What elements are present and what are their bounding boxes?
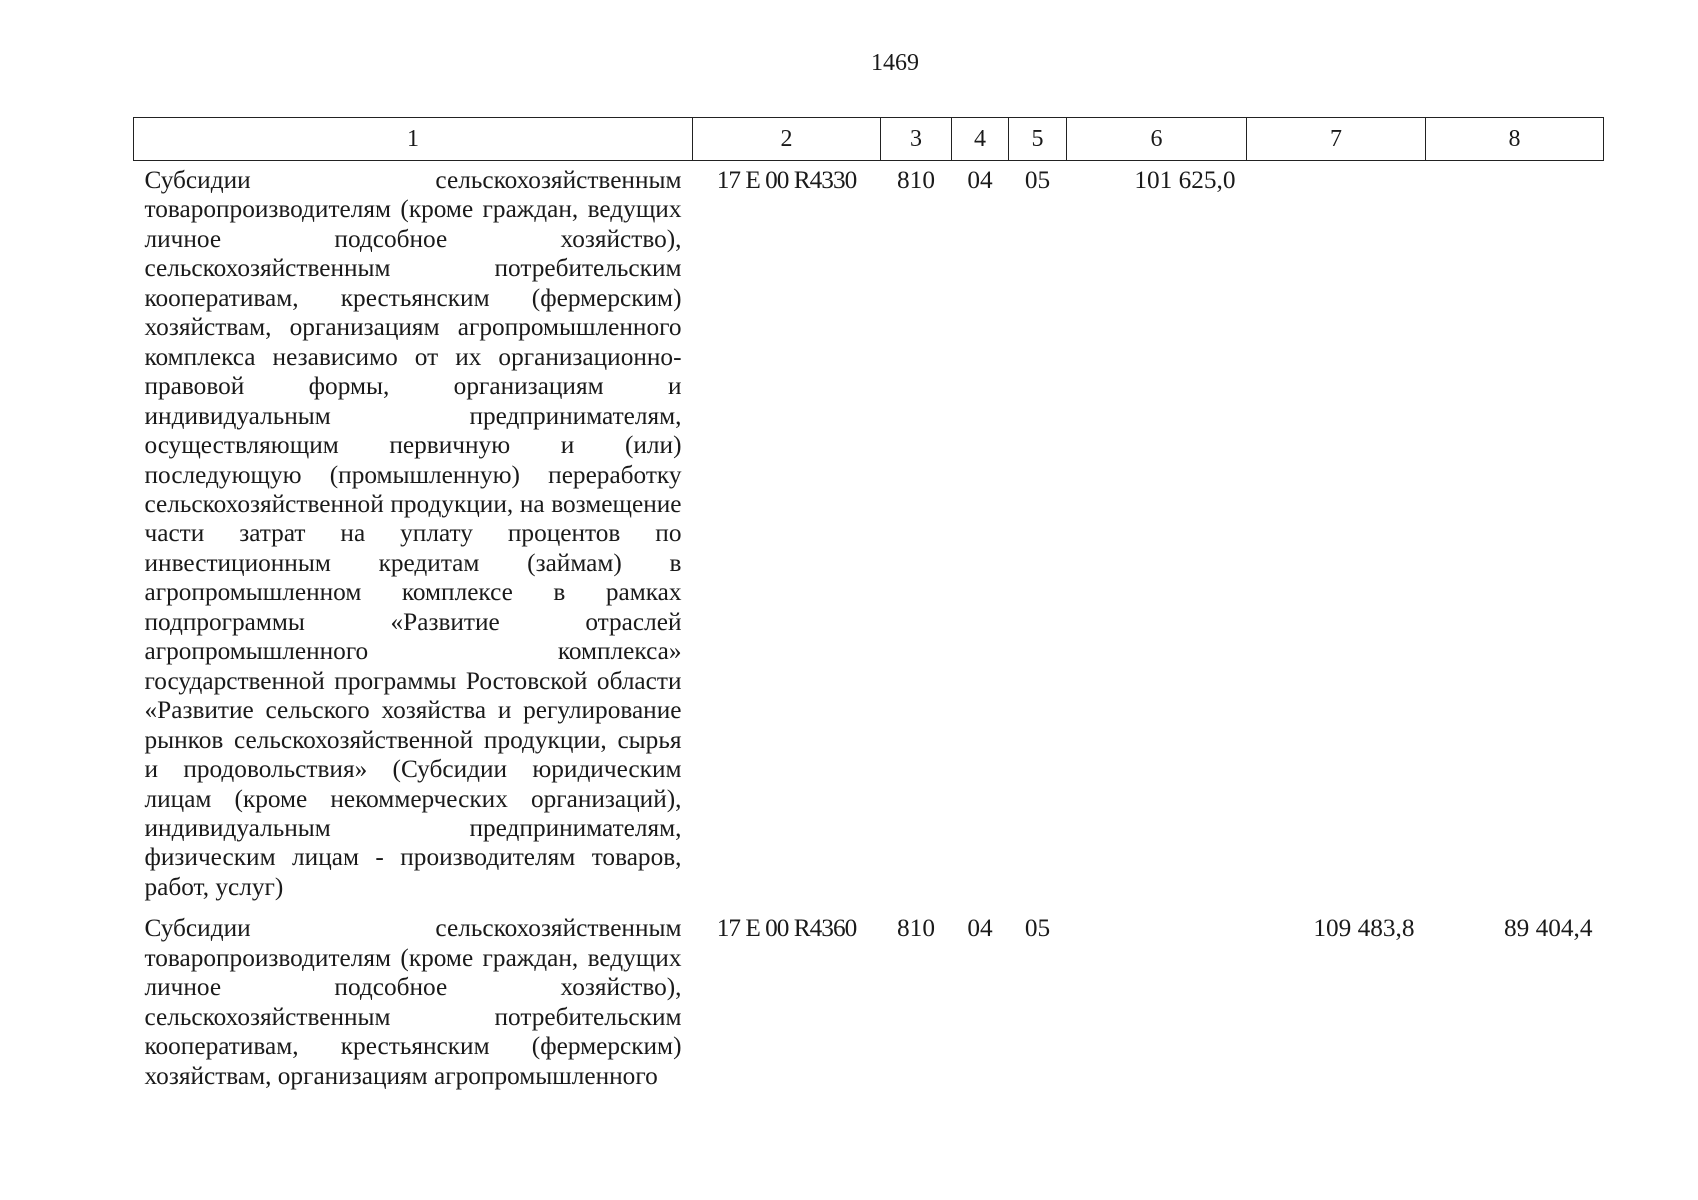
column-header: 2: [693, 118, 881, 161]
column-header: 5: [1009, 118, 1067, 161]
table-row: [134, 161, 1604, 903]
subsection-code: 05: [1024, 166, 1051, 194]
target-article-code: 17 Е 00 R4330: [716, 166, 857, 194]
amount-col-7: [1247, 161, 1426, 903]
table-row: [134, 902, 1604, 1091]
row-description: Субсидии сельскохозяйственным товаропроизводителям (кроме граждан, ведущих личное подсобное хозяйство), сельскохозяйственным потребительским кооперативам, крестьянским (фермерским) хозяйствам, организациям агропромышленного комплекса независимо от их организационно-правовой формы, организациям и индивидуальным предпринимателям, осуществляющим первичную и (или) последующую (промышленную) переработку сельскохозяйственной продукции, на возмещение части затрат на уплату процентов по инвестиционным кредитам (займам) в агропромышленном комплексе в рамках подпрограммы «Развитие отраслей агропромышленного комплекса» государственной программы Ростовской области «Развитие сельского хозяйства и регулирование рынков сельскохозяйственной продукции, сырья и продовольствия» (Субсидии юридическим лицам (кроме некоммерческих организаций), индивидуальным предпринимателям, физическим лицам - производителям товаров, работ, услуг): [144, 166, 682, 901]
expense-type-code: 810: [897, 166, 935, 194]
table-header-row: [134, 118, 1604, 161]
column-header: 6: [1067, 118, 1247, 161]
subsection-code: 05: [1024, 914, 1051, 943]
budget-table: [133, 117, 1604, 1091]
column-header: 7: [1247, 118, 1426, 161]
column-header: 4: [952, 118, 1009, 161]
section-code: 04: [967, 166, 993, 194]
page-number: 1469: [871, 50, 919, 76]
expense-type-code: 810: [897, 914, 935, 943]
column-header: 3: [881, 118, 952, 161]
row-description: Субсидии сельскохозяйственным товаропроизводителям (кроме граждан, ведущих личное подсобное хозяйство), сельскохозяйственным потребительским кооперативам, крестьянским (фермерским) хозяйствам, организациям агропромышленного: [144, 914, 682, 1090]
amount-col-7: 109 483,8: [1313, 914, 1415, 943]
amount-col-8: [1426, 161, 1604, 903]
column-header: 1: [134, 118, 693, 161]
section-code: 04: [967, 914, 993, 943]
amount-col-8: 89 404,4: [1503, 914, 1593, 943]
target-article-code: 17 Е 00 R4360: [716, 914, 857, 943]
amount-col-6: [1067, 902, 1247, 1091]
amount-col-6: 101 625,0: [1134, 166, 1236, 194]
column-header: 8: [1426, 118, 1604, 161]
